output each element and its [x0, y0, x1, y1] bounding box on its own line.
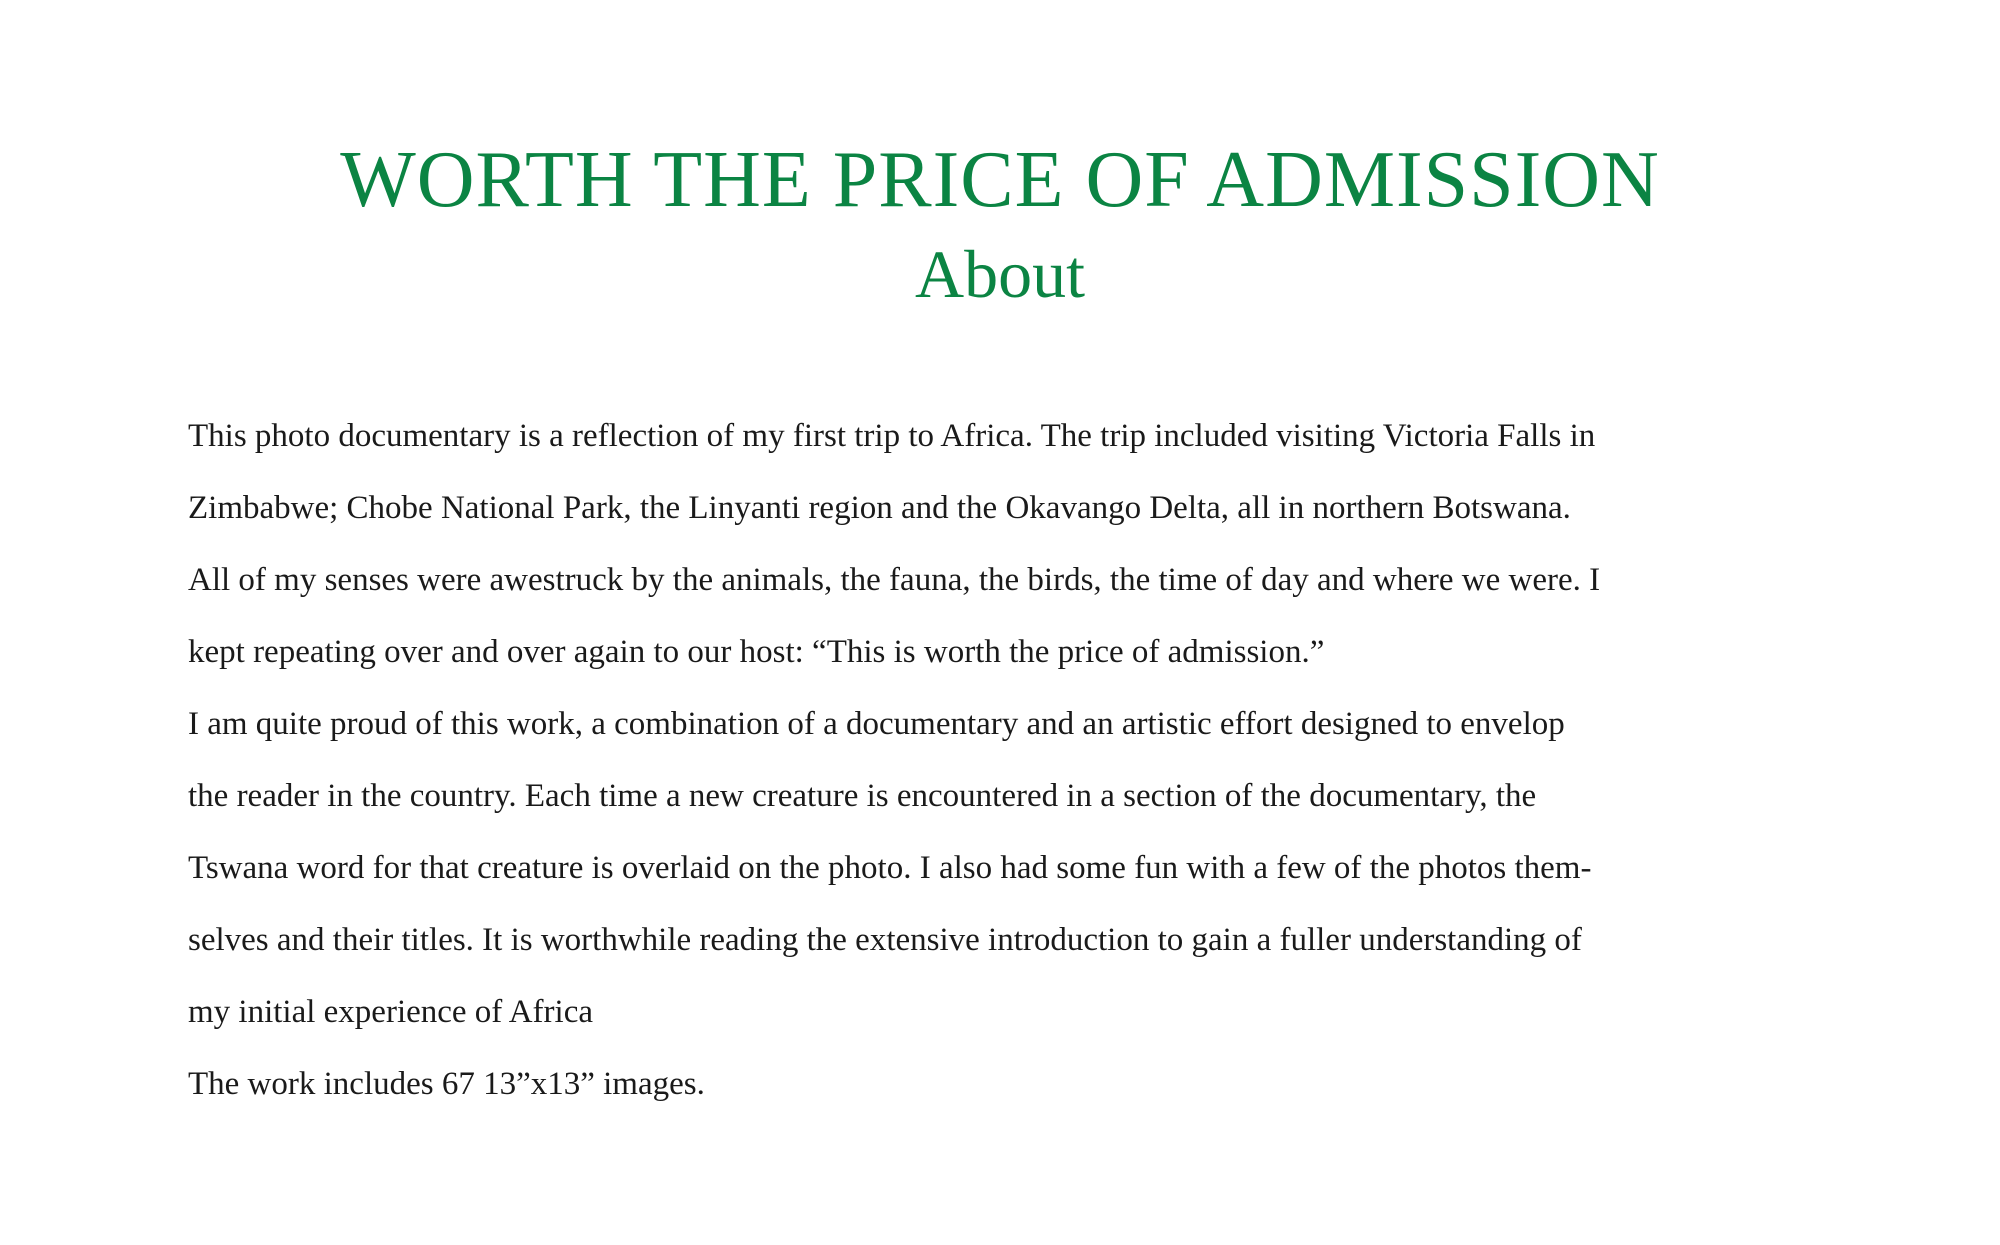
- body-line: Tswana word for that creature is overlaid on the photo. I also had some fun with a few of the photos them-: [188, 850, 1592, 886]
- body-line: All of my senses were awestruck by the animals, the fauna, the birds, the time of day and where we were. I: [188, 562, 1601, 598]
- about-body: [188, 400, 1848, 1120]
- page-subtitle: About: [915, 236, 1085, 312]
- body-line: I am quite proud of this work, a combination of a documentary and an artistic effort designed to envelop: [188, 706, 1565, 742]
- body-line: my initial experience of Africa: [188, 994, 593, 1030]
- body-line: This photo documentary is a reflection of my first trip to Africa. The trip included visiting Victoria Falls in: [188, 418, 1596, 454]
- page-title: WORTH THE PRICE OF ADMISSION: [340, 136, 1660, 224]
- body-line: the reader in the country. Each time a new creature is encountered in a section of the documentary, the: [188, 778, 1537, 814]
- body-line: The work includes 67 13”x13” images.: [188, 1066, 705, 1102]
- body-line: Zimbabwe; Chobe National Park, the Linyanti region and the Okavango Delta, all in northern Botswana.: [188, 490, 1571, 526]
- body-line: kept repeating over and over again to our host: “This is worth the price of admission.”: [188, 634, 1325, 670]
- body-line: selves and their titles. It is worthwhile reading the extensive introduction to gain a fuller understanding of: [188, 922, 1582, 958]
